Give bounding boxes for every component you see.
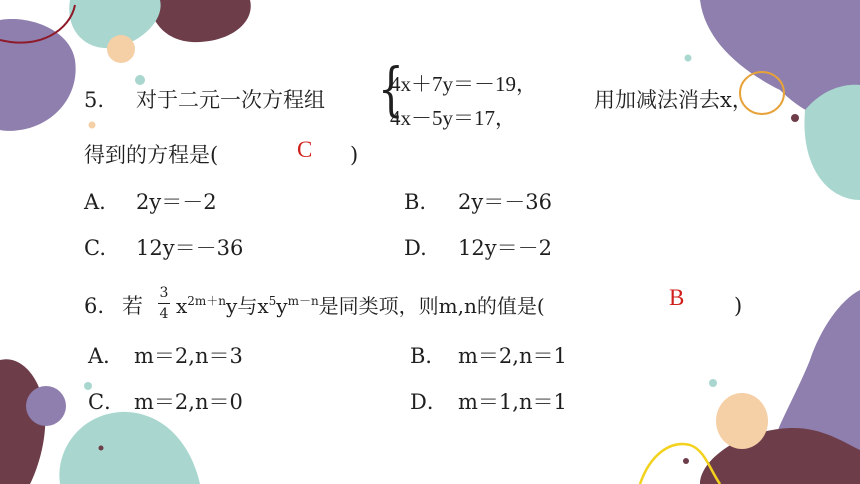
peach-blob-bottom-right [716,393,768,449]
q6-rest: 是同类项，则m,n的值是( [318,294,545,318]
mauve-dot-small [99,446,104,451]
q6-y1: y与x [226,294,269,318]
q6-option-d-label: D． [410,390,448,414]
equation-1: 4x＋7y＝－19， [390,72,537,96]
q6-expression [176,296,545,316]
q5-option-b-label: B. [404,190,427,214]
q5-number: 5. [84,88,105,112]
q5-option-c-label: C. [84,236,106,260]
mauve-dot-top-right [791,114,799,122]
q6-ruo: 若 [122,294,143,318]
equation-system [378,55,548,130]
fraction-numerator: 3 [159,285,169,301]
q6-exponent-3: m－n [287,294,319,308]
q6-exponent-2: 5 [268,294,277,308]
q6-option-c: m＝2,n＝0 [134,390,243,414]
q6-option-a: m＝2,n＝3 [134,344,243,368]
fraction-three-quarters [158,286,170,321]
mauve-dot-bottom-right [683,458,689,464]
q6-close-paren: ) [734,294,743,318]
fraction-bar [158,303,170,304]
q5-option-a: 2y＝－2 [136,190,217,214]
q5-option-b: 2y＝－36 [458,190,552,214]
teal-blob-top-right [804,85,860,200]
q6-x1: x [176,294,188,318]
q6-option-d: m＝1,n＝1 [458,390,567,414]
q5-line2: 得到的方程是( [84,143,219,167]
teal-dot-top-right [685,55,692,62]
teal-dot-bottom-right [709,379,717,387]
left-brace: { [378,55,404,123]
q6-option-a-label: A． [88,344,125,368]
q5-option-a-label: A. [84,190,106,214]
peach-dot-small [89,122,96,129]
q6-option-c-label: C． [88,390,126,414]
mauve-blob-top-left [150,0,251,42]
q5-answer: C [297,137,313,162]
q5-option-d-label: D. [404,236,427,260]
purple-dot-bottom-left [26,386,66,426]
teal-blob-bottom-left [59,412,200,484]
teal-dot-small [84,382,92,390]
q5-option-c: 12y＝－36 [136,236,244,260]
q6-option-b-label: B． [410,344,447,368]
q6-number: 6. [84,294,105,318]
q5-stem: 对于二元一次方程组 [136,88,325,112]
q5-stem-after: 用加减法消去x， [594,88,753,112]
q6-answer: B [669,285,685,310]
equation-2: 4x－5y＝17， [390,106,516,130]
q5-option-d: 12y＝－2 [458,236,552,260]
q5-close-paren: ) [350,143,359,167]
peach-dot-top-left [107,35,135,63]
q6-exponent-1: 2m＋n [187,294,227,308]
q6-option-b: m＝2,n＝1 [458,344,567,368]
purple-blob-top-left [0,19,76,131]
teal-dot-1 [135,75,145,85]
fraction-denominator: 4 [159,306,169,322]
q6-y2: y [276,294,288,318]
